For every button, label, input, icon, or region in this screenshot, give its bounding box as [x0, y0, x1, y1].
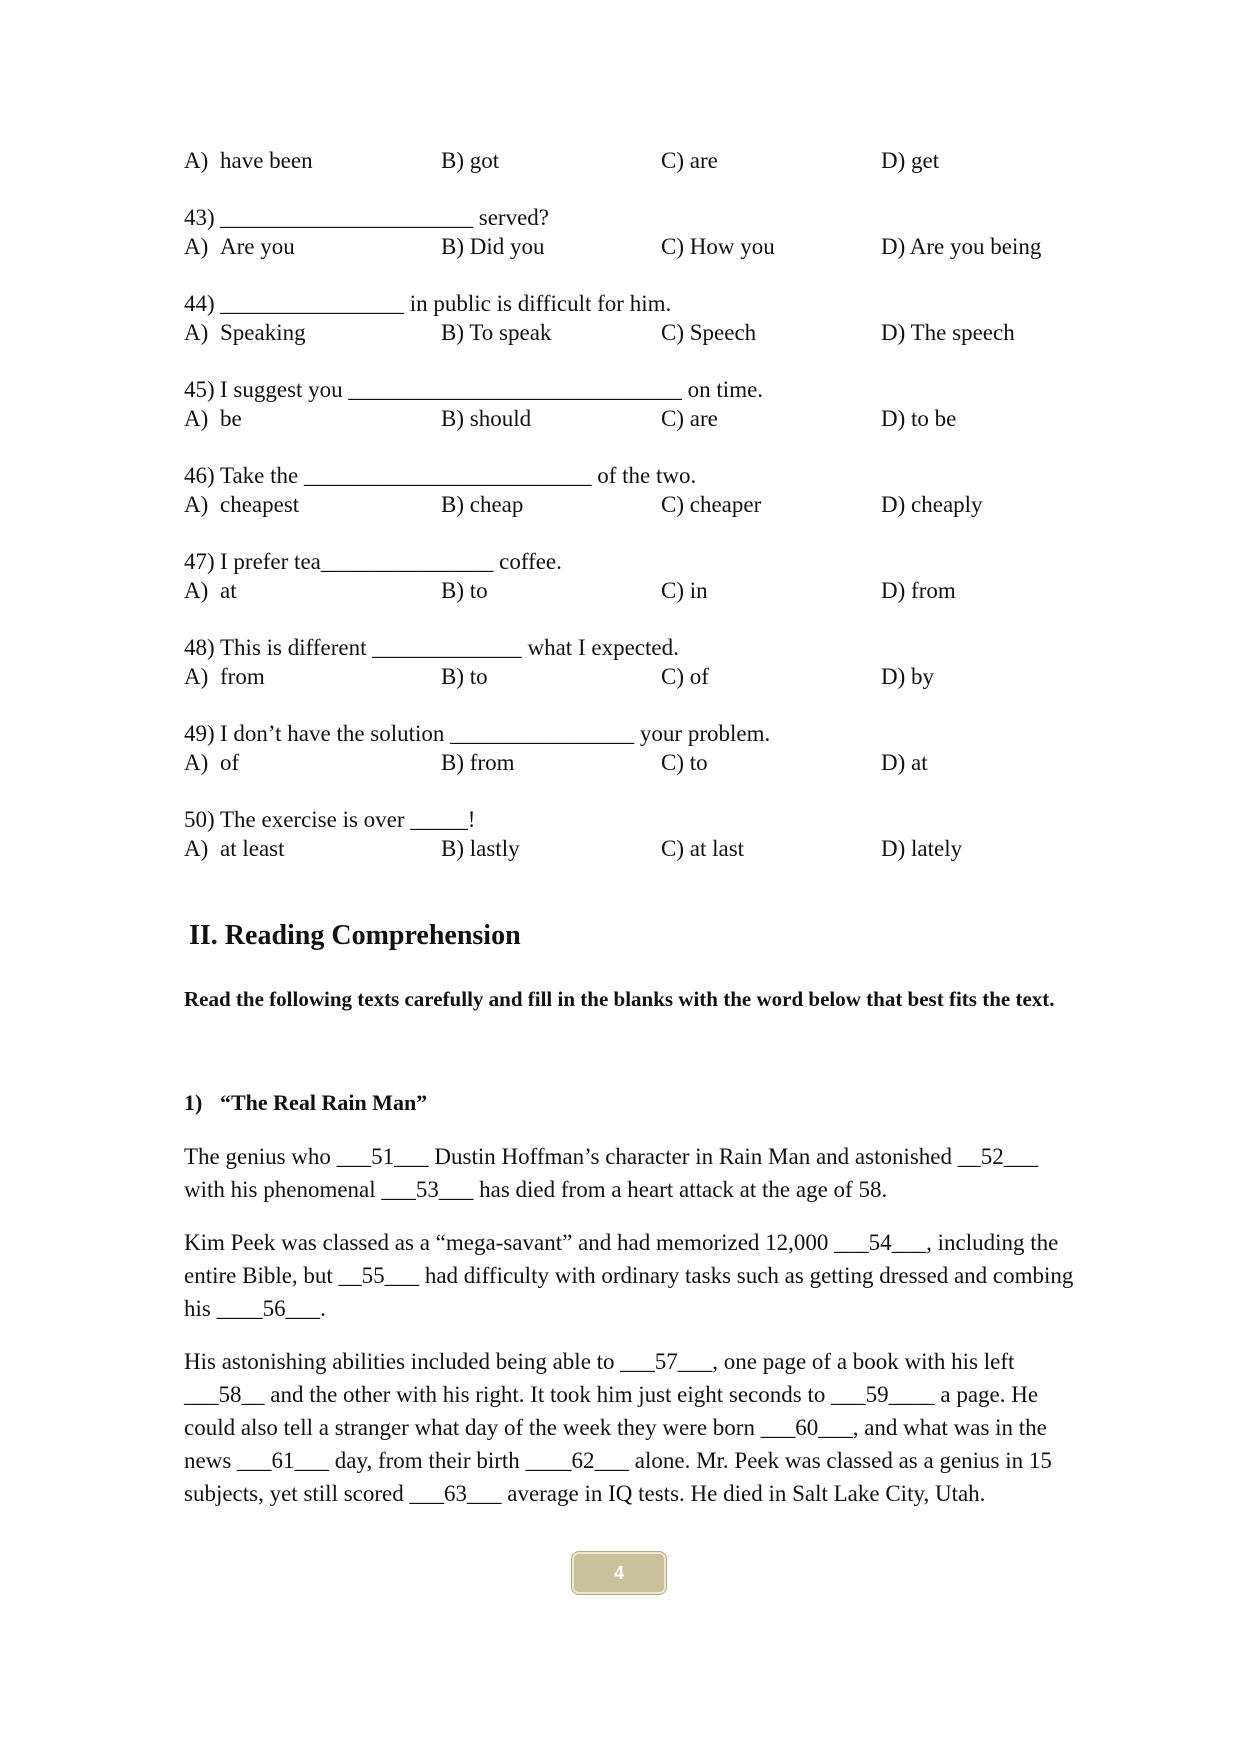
question-stem: [184, 461, 1084, 490]
options-row: [184, 576, 1084, 605]
question-number: 50): [184, 807, 215, 832]
option-letter: C): [661, 750, 684, 775]
option-c: [661, 232, 881, 261]
passage-paragraph-3: His astonishing abilities included being able to ___57___, one page of a book with his left ___58__ and the other with his right. It took him just eight seconds to ___59____ a page. He could also tell a stranger what day of the week they were born ___60___, and what was in the news ___61___ day, from their birth ____62___ alone. Mr. Peek was classed as a genius in 15 subjects, yet still scored ___63___ average in IQ tests. He died in Salt Lake City, Utah.: [184, 1349, 1052, 1506]
option-d: [881, 404, 1081, 433]
option-letter: A): [184, 664, 209, 689]
option-text: at: [911, 750, 928, 775]
reading-title: [184, 1090, 427, 1116]
option-text: How you: [689, 234, 775, 259]
question-42: [184, 146, 1084, 175]
option-letter: B): [441, 750, 464, 775]
option-b: [441, 748, 661, 777]
option-letter: B): [441, 234, 464, 259]
option-letter: C): [661, 578, 684, 603]
option-d: [881, 318, 1081, 347]
options-row: [184, 232, 1084, 261]
option-a: [184, 146, 441, 175]
option-c: [661, 146, 881, 175]
reading-title-text: “The Real Rain Man”: [220, 1090, 428, 1115]
option-text: Are you: [220, 234, 295, 259]
option-text: from: [911, 578, 956, 603]
option-letter: B): [441, 836, 464, 861]
question-number: 49): [184, 721, 215, 746]
option-d: [881, 576, 1081, 605]
option-b: [441, 834, 661, 863]
option-letter: A): [184, 492, 209, 517]
question-stem: [184, 289, 1084, 318]
option-letter: C): [661, 320, 684, 345]
option-letter: B): [441, 406, 464, 431]
option-d: [881, 490, 1081, 519]
question-48: [184, 633, 1084, 691]
option-letter: C): [661, 492, 684, 517]
question-43: [184, 203, 1084, 261]
question-text: I prefer tea_______________ coffee.: [220, 549, 562, 574]
option-letter: D): [881, 320, 906, 345]
question-text: Take the _________________________ of the two.: [220, 463, 697, 488]
option-text: should: [469, 406, 532, 431]
option-text: are: [689, 406, 718, 431]
option-letter: A): [184, 320, 209, 345]
option-letter: B): [441, 148, 464, 173]
option-letter: C): [661, 836, 684, 861]
option-letter: B): [441, 578, 464, 603]
question-text: The exercise is over _____!: [220, 807, 476, 832]
option-a: [184, 834, 441, 863]
option-text: by: [911, 664, 935, 689]
options-row: [184, 318, 1084, 347]
option-letter: A): [184, 578, 209, 603]
question-stem: [184, 375, 1084, 404]
option-letter: D): [881, 750, 906, 775]
option-text: of: [689, 664, 709, 689]
question-text: ________________ in public is difficult for him.: [220, 291, 672, 316]
option-letter: D): [881, 664, 906, 689]
options-row: [184, 490, 1084, 519]
question-text: I don’t have the solution ________________ your problem.: [220, 721, 771, 746]
option-letter: B): [441, 492, 464, 517]
option-text: cheaper: [689, 492, 762, 517]
option-text: cheapest: [220, 492, 300, 517]
page-number-badge: 4: [572, 1552, 666, 1594]
option-c: [661, 662, 881, 691]
option-text: from: [469, 750, 515, 775]
option-d: [881, 232, 1081, 261]
option-letter: D): [881, 406, 906, 431]
question-45: [184, 375, 1084, 433]
option-text: to: [469, 664, 488, 689]
option-a: [184, 662, 441, 691]
option-letter: D): [881, 836, 906, 861]
options-row: [184, 662, 1084, 691]
option-c: [661, 834, 881, 863]
question-number: 45): [184, 377, 215, 402]
question-stem: [184, 633, 1084, 662]
option-c: [661, 404, 881, 433]
option-letter: C): [661, 664, 684, 689]
option-letter: A): [184, 148, 209, 173]
options-row: [184, 748, 1084, 777]
option-d: [881, 834, 1081, 863]
question-text: This is different _____________ what I expected.: [220, 635, 679, 660]
question-stem: [184, 719, 1084, 748]
section-heading: II. Reading Comprehension: [189, 920, 521, 951]
option-text: cheaply: [911, 492, 983, 517]
options-row: [184, 834, 1084, 863]
option-text: cheap: [469, 492, 524, 517]
option-d: [881, 146, 1081, 175]
option-text: Are you being: [909, 234, 1042, 259]
option-a: [184, 748, 441, 777]
question-stem: [184, 547, 1084, 576]
question-text: I suggest you _____________________________ on time.: [220, 377, 764, 402]
option-letter: D): [881, 234, 906, 259]
option-text: lately: [911, 836, 963, 861]
option-text: are: [689, 148, 718, 173]
option-b: [441, 146, 661, 175]
option-text: at least: [220, 836, 285, 861]
option-text: got: [469, 148, 500, 173]
option-c: [661, 318, 881, 347]
question-number: 44): [184, 291, 215, 316]
option-letter: C): [661, 406, 684, 431]
option-c: [661, 748, 881, 777]
question-49: [184, 719, 1084, 777]
option-letter: B): [441, 320, 464, 345]
question-number: 48): [184, 635, 215, 660]
option-text: lastly: [469, 836, 520, 861]
option-text: of: [220, 750, 240, 775]
questions-list: [184, 146, 1084, 891]
option-text: to: [689, 750, 708, 775]
question-stem: [184, 203, 1084, 232]
option-text: from: [220, 664, 265, 689]
option-text: to be: [911, 406, 957, 431]
option-letter: B): [441, 664, 464, 689]
option-b: [441, 662, 661, 691]
passage-paragraph-1: The genius who ___51___ Dustin Hoffman’s character in Rain Man and astonished __52___ with his phenomenal ___53___ has died from a heart attack at the age of 58.: [184, 1144, 1039, 1202]
option-text: get: [911, 148, 940, 173]
option-b: [441, 318, 661, 347]
option-text: The speech: [910, 320, 1015, 345]
options-row: [184, 146, 1084, 175]
question-number: 43): [184, 205, 215, 230]
option-c: [661, 576, 881, 605]
passage-paragraph-2: Kim Peek was classed as a “mega-savant” and had memorized 12,000 ___54___, including the entire Bible, but __55___ had difficulty with ordinary tasks such as getting dressed and combing his ____56___.: [184, 1230, 1074, 1321]
option-a: [184, 490, 441, 519]
option-b: [441, 576, 661, 605]
option-a: [184, 576, 441, 605]
option-letter: C): [661, 234, 684, 259]
option-d: [881, 662, 1081, 691]
option-text: Speech: [689, 320, 757, 345]
option-letter: A): [184, 750, 209, 775]
option-letter: A): [184, 234, 209, 259]
option-text: in: [689, 578, 708, 603]
question-number: 47): [184, 549, 215, 574]
option-text: Speaking: [220, 320, 306, 345]
option-letter: A): [184, 836, 209, 861]
option-a: [184, 232, 441, 261]
question-50: [184, 805, 1084, 863]
option-d: [881, 748, 1081, 777]
option-letter: D): [881, 148, 906, 173]
reading-number: 1): [184, 1090, 203, 1115]
option-letter: C): [661, 148, 684, 173]
option-a: [184, 404, 441, 433]
option-text: have been: [220, 148, 313, 173]
option-c: [661, 490, 881, 519]
question-44: [184, 289, 1084, 347]
option-letter: A): [184, 406, 209, 431]
option-letter: D): [881, 578, 906, 603]
section-instructions: Read the following texts carefully and fill in the blanks with the word below that best fits the text.: [184, 987, 1055, 1011]
question-text: ______________________ served?: [220, 205, 549, 230]
option-letter: D): [881, 492, 906, 517]
option-text: To speak: [469, 320, 552, 345]
question-46: [184, 461, 1084, 519]
option-text: to: [469, 578, 488, 603]
option-b: [441, 404, 661, 433]
question-stem: [184, 805, 1084, 834]
option-text: Did you: [469, 234, 545, 259]
option-text: be: [220, 406, 242, 431]
option-b: [441, 490, 661, 519]
option-b: [441, 232, 661, 261]
option-text: at last: [689, 836, 745, 861]
question-47: [184, 547, 1084, 605]
option-text: at: [220, 578, 237, 603]
options-row: [184, 404, 1084, 433]
option-a: [184, 318, 441, 347]
question-number: 46): [184, 463, 215, 488]
reading-passage: [184, 1140, 1084, 1530]
